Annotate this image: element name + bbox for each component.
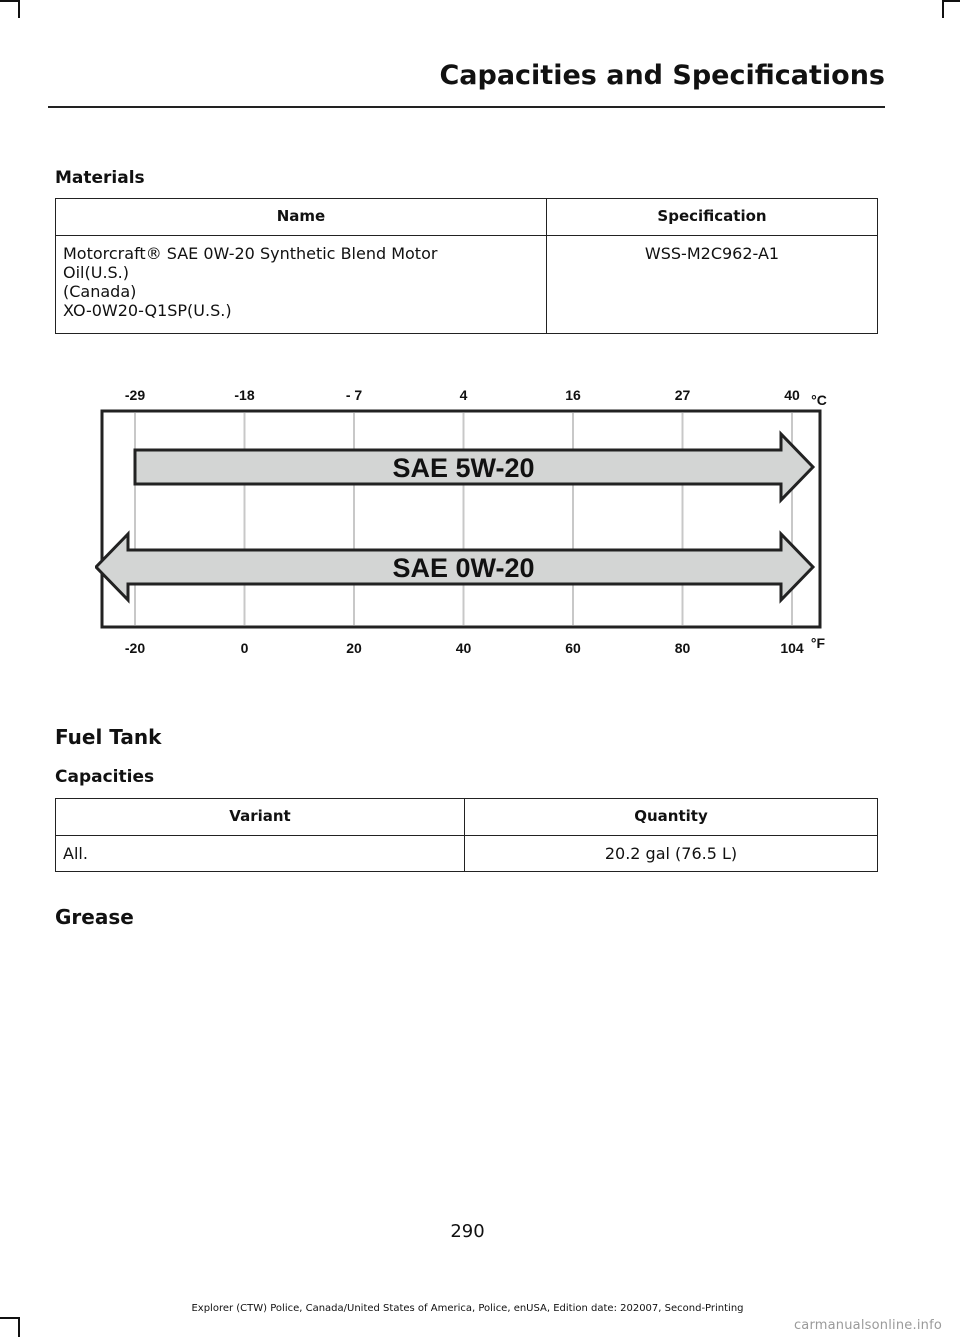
page-title: Capacities and Specifications xyxy=(439,60,885,91)
celsius-tick-label: 27 xyxy=(674,387,691,403)
fuel-tank-heading: Fuel Tank xyxy=(55,725,162,749)
fahrenheit-tick-label: 40 xyxy=(455,640,472,656)
oil-name-line: XO-0W20-Q1SP(U.S.) xyxy=(63,301,232,320)
fuel-capacity-table xyxy=(55,798,878,872)
materials-table xyxy=(55,198,878,334)
footer-edition-text: Explorer (CTW) Police, Canada/United States of America, Police, enUSA, Edition date: 202007, Second-Printing xyxy=(191,1303,744,1314)
crop-mark xyxy=(942,0,960,2)
series-label: SAE 0W-20 xyxy=(392,553,535,583)
column-header-variant: Variant xyxy=(56,799,465,836)
celsius-tick-label: 16 xyxy=(565,387,581,403)
specification-cell: WSS-M2C962-A1 xyxy=(547,236,878,334)
fahrenheit-tick-label: 20 xyxy=(346,640,362,656)
oil-viscosity-temperature-chart xyxy=(95,380,840,670)
crop-mark xyxy=(18,1317,20,1337)
column-header-name: Name xyxy=(56,199,547,236)
table-row xyxy=(56,236,878,334)
column-header-quantity: Quantity xyxy=(465,799,878,836)
table-header-row xyxy=(56,199,878,236)
crop-mark xyxy=(942,0,944,18)
page-number: 290 xyxy=(450,1221,485,1242)
fahrenheit-tick-label: -20 xyxy=(124,640,146,656)
celsius-tick-label: - 7 xyxy=(345,387,363,403)
watermark: carmanualsonline.info xyxy=(793,1318,942,1333)
fahrenheit-tick-label: 104 xyxy=(780,640,804,656)
fahrenheit-tick-label: 60 xyxy=(565,640,581,656)
table-header-row xyxy=(56,799,878,836)
celsius-tick-label: -18 xyxy=(234,387,255,403)
header-divider xyxy=(48,106,885,108)
capacities-heading: Capacities xyxy=(55,767,155,787)
materials-heading: Materials xyxy=(55,168,145,188)
quantity-cell: 20.2 gal (76.5 L) xyxy=(465,836,878,872)
series-label: SAE 5W-20 xyxy=(392,453,535,483)
oil-name-line: (Canada) xyxy=(63,282,137,301)
oil-name-line: Oil(U.S.) xyxy=(63,263,130,282)
celsius-unit-label: °C xyxy=(811,392,827,408)
grease-heading: Grease xyxy=(55,905,134,929)
table-row xyxy=(56,836,878,872)
column-header-specification: Specification xyxy=(547,199,878,236)
celsius-tick-label: -29 xyxy=(124,387,146,403)
celsius-tick-label: 40 xyxy=(784,387,800,403)
fahrenheit-tick-label: 80 xyxy=(674,640,691,656)
variant-cell: All. xyxy=(56,836,465,872)
crop-mark xyxy=(0,1317,18,1319)
crop-mark xyxy=(18,0,20,18)
fahrenheit-tick-label: 0 xyxy=(240,640,249,656)
chart-frame xyxy=(102,411,820,627)
fahrenheit-unit-label: °F xyxy=(810,635,826,651)
celsius-tick-label: 4 xyxy=(459,387,468,403)
crop-mark xyxy=(0,0,18,2)
oil-name-cell xyxy=(56,236,547,334)
oil-name-line: Motorcraft® SAE 0W-20 Synthetic Blend Motor xyxy=(63,244,438,263)
